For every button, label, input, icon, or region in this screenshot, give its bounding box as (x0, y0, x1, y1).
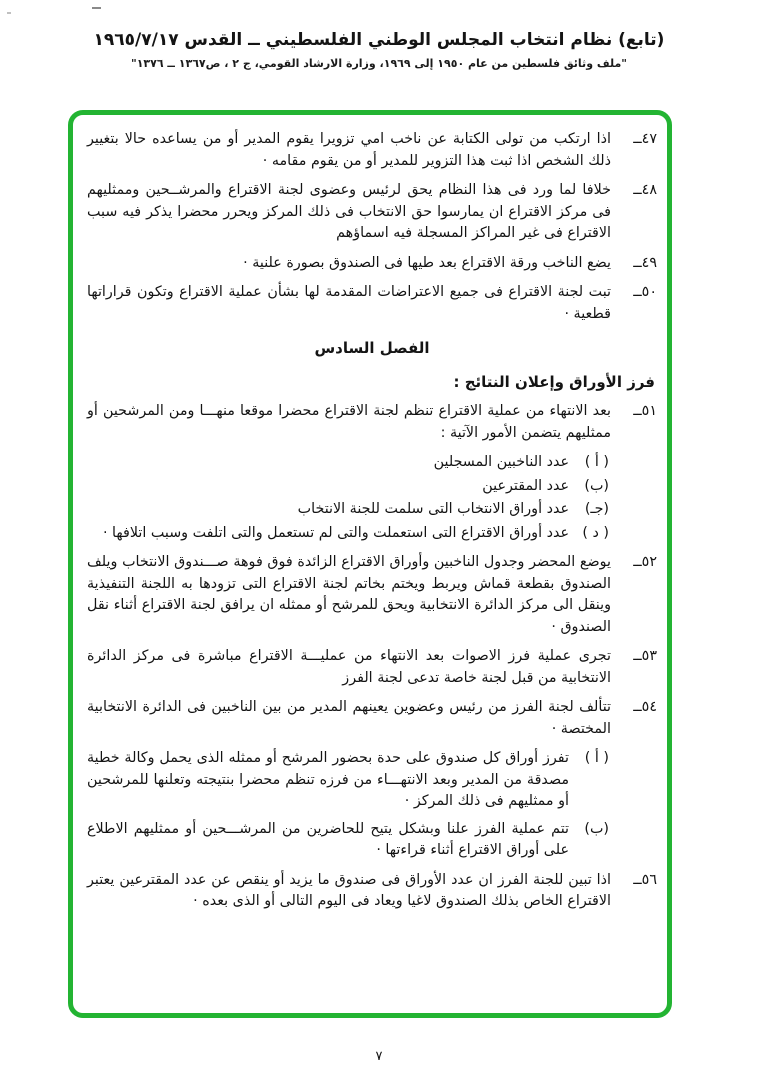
article-text: تتألف لجنة الفرز من رئيس وعضوين يعينهم المدير من بين الناخبين فى الدائرة الانتخابية المختصة · (87, 699, 611, 737)
article-text: اذا تبين للجنة الفرز ان عدد الأوراق فى صندوق ما يزيد أو ينقص عن عدد المقترعين يعتبر الاقتراع الخاص بذلك الصندوق لاغيا ويعاد فى اليوم التالى أو الذى بعده · (87, 871, 611, 909)
sub-item-b (87, 476, 609, 498)
sub-item-label: ( أ ) (584, 750, 609, 766)
article-item-52 (87, 552, 657, 638)
sub-item-text: عدد أوراق الاقتراع التى استعملت والتى لم تستعمل والتى اتلفت وسبب اتلافها · (102, 524, 569, 541)
sub-item-text: تتم عملية الفرز علنا وبشكل يتيح للحاضرين من المرشـــحين أو ممثليهم الاطلاع على أوراق الاقتراع أثناء قراءتها · (87, 820, 569, 858)
article-item-54 (87, 697, 657, 740)
document-header (0, 30, 758, 70)
sub-item-text: عدد أوراق الانتخاب التى سلمت للجنة الانتخاب (297, 501, 569, 517)
article-item-47 (87, 129, 657, 172)
article-number: ٥١ــ (633, 403, 657, 419)
article-number: ٥٢ــ (633, 554, 657, 570)
sub-item-label: ( أ ) (584, 454, 609, 470)
document-border-box (68, 110, 672, 1018)
sub-item-55-b (87, 819, 609, 862)
sub-item-text: عدد المقترعين (482, 477, 569, 494)
article-text: اذا ارتكب من تولى الكتابة عن ناخب امي تزويرا يقوم المدير أو من يساعده حالا بتغيير ذلك الشخص اذا ثبت هذا التزوير للمدير أو من يقوم مقامه · (87, 131, 611, 169)
article-number: ٤٨ــ (633, 182, 657, 198)
chapter-heading: الفصل السادس (314, 339, 430, 357)
sub-item-55-a (87, 748, 609, 813)
sub-item-a (87, 452, 609, 474)
article-item-51 (87, 401, 657, 444)
section-heading: فرز الأوراق وإعلان النتائج : (453, 373, 655, 391)
document-title: (تابع) نظام انتخاب المجلس الوطني الفلسطيني ــ القدس ١٩٦٥/٧/١٧ (93, 30, 665, 50)
article-number: ٤٧ــ (633, 131, 657, 147)
article-item-50 (87, 282, 657, 325)
article-text: يضع الناخب ورقة الاقتراع بعد طيها فى الصندوق بصورة علنية · (243, 254, 611, 271)
article-item-56 (87, 870, 657, 913)
article-item-53 (87, 646, 657, 689)
article-text: يوضع المحضر وجدول الناخبين وأوراق الاقتراع الزائدة فوق فوهة صـــندوق الانتخاب ويلف الصندوق بقطعة قماش ويربط ويختم بخاتم لجنة الاقتراع التى تزودها به اللجنة التنفيذية وينقل الى مركز الدائرة الانتخابية ويحق للمرشح أو ممثله ان يرافق لجنة الاقتراع أثناء نقل الصندوق · (87, 554, 611, 635)
sub-item-label: (ب) (584, 820, 609, 837)
sub-item-text: تفرز أوراق كل صندوق على حدة بحضور المرشح أو ممثله الذى يحمل وكالة خطية مصدقة من المدير وبعد الانتهـــاء من فرزه تنظم محضرا بنتيجته وتعلنها للمرشحين أو ممثليهم فى ذلك المركز · (87, 750, 569, 809)
article-number: ٥٣ــ (633, 648, 657, 664)
sub-item-label: ( د ) (582, 524, 609, 541)
article-number: ٥٦ــ (633, 871, 657, 888)
article-text: خلافا لما ورد فى هذا النظام يحق لرئيس وعضوى لجنة الاقتراع والمرشــحين وممثليهم فى مركز الاقتراع ان يمارسوا حق الانتخاب فى ذلك المركز ويحرر محضرا يذكر فيه سبب الاقتراع فى غير المراكز المسجلة فيه اسماؤهم (87, 182, 611, 241)
article-item-49 (87, 253, 657, 275)
page-number: ٧ (375, 1049, 383, 1064)
sub-item-label: (جـ) (584, 501, 609, 517)
scan-artifact-mark (7, 12, 11, 14)
article-number: ٤٩ــ (633, 254, 657, 271)
article-number: ٥٠ــ (633, 284, 657, 300)
article-text: بعد الانتهاء من عملية الاقتراع تنظم لجنة الاقتراع محضرا موقعا منهـــا ومن المرشحين أو ممثليهم يتضمن الأمور الآتية : (87, 403, 611, 441)
article-text: تجرى عملية فرز الاصوات بعد الانتهاء من عمليـــة الاقتراع مباشرة فى مركز الدائرة الانتخابية من قبل لجنة خاصة تدعى لجنة الفرز (87, 648, 611, 686)
article-text: تبت لجنة الاقتراع فى جميع الاعتراضات المقدمة لها بشأن عملية الاقتراع وتكون قراراتها قطعية · (87, 284, 611, 322)
sub-item-c (87, 499, 609, 521)
article-number: ٥٤ــ (633, 699, 657, 715)
sub-item-text: عدد الناخبين المسجلين (433, 454, 569, 470)
scan-artifact-mark (92, 7, 101, 9)
document-source-citation: "ملف وثائق فلسطين من عام ١٩٥٠ إلى ١٩٦٩، وزارة الارشاد القومي، ج ٢ ، ص١٣٦٧ ــ ١٣٧٦" (130, 57, 627, 70)
sub-item-label: (ب) (584, 477, 609, 494)
sub-item-d (87, 523, 609, 545)
article-item-48 (87, 180, 657, 245)
